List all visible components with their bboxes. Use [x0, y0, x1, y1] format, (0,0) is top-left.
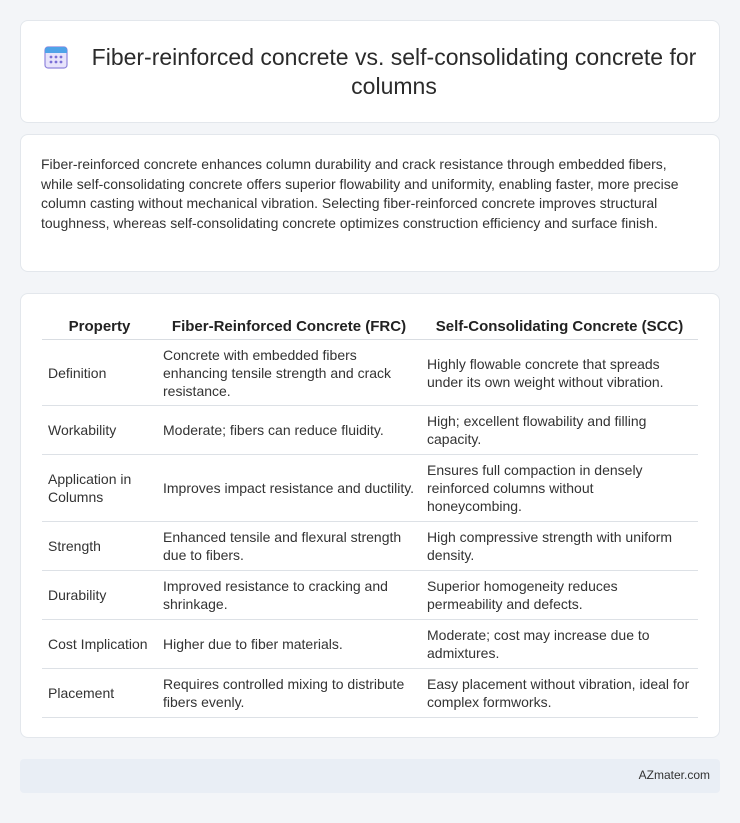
table-row — [42, 340, 698, 406]
comparison-table — [42, 316, 698, 718]
row-property: Workability — [42, 406, 157, 455]
comparison-table-card — [20, 293, 720, 738]
table-row — [42, 620, 698, 669]
row-property: Placement — [42, 669, 157, 718]
title-row — [21, 21, 719, 122]
row-scc: High; excellent flowability and filling capacity. — [421, 406, 698, 455]
row-scc: Highly flowable concrete that spreads under its own weight without vibration. — [421, 340, 698, 406]
row-frc: Moderate; fibers can reduce fluidity. — [157, 406, 421, 455]
header-frc: Fiber-Reinforced Concrete (FRC) — [157, 316, 421, 340]
calendar-icon — [41, 42, 71, 72]
table-row — [42, 406, 698, 455]
row-frc: Requires controlled mixing to distribute fibers evenly. — [157, 669, 421, 718]
row-property: Cost Implication — [42, 620, 157, 669]
table-row — [42, 669, 698, 718]
title-card — [20, 20, 720, 123]
header-scc: Self-Consolidating Concrete (SCC) — [421, 316, 698, 340]
table-row — [42, 522, 698, 571]
row-scc: Moderate; cost may increase due to admixtures. — [421, 620, 698, 669]
row-scc: Superior homogeneity reduces permeability and defects. — [421, 571, 698, 620]
row-property: Application in Columns — [42, 455, 157, 522]
table-row — [42, 455, 698, 522]
row-scc: Easy placement without vibration, ideal for complex formworks. — [421, 669, 698, 718]
footer-brand: AZmater.com — [638, 768, 710, 782]
row-scc: High compressive strength with uniform density. — [421, 522, 698, 571]
row-frc: Concrete with embedded fibers enhancing tensile strength and crack resistance. — [157, 340, 421, 406]
row-property: Durability — [42, 571, 157, 620]
row-frc: Improved resistance to cracking and shrinkage. — [157, 571, 421, 620]
row-property: Definition — [42, 340, 157, 406]
row-frc: Higher due to fiber materials. — [157, 620, 421, 669]
table-header-row — [42, 316, 698, 340]
footer-bar — [20, 759, 720, 793]
summary-text: Fiber-reinforced concrete enhances column durability and crack resistance through embedded fibers, while self-consolidating concrete offers superior flowability and uniformity, enabling faster, more precise column casting without mechanical vibration. Selecting fiber-reinforced concrete improves structural toughness, whereas self-consolidating concrete optimizes construction efficiency and surface finish. — [41, 156, 679, 231]
page-title: Fiber-reinforced concrete vs. self-consolidating concrete for columns — [91, 43, 697, 99]
table-row — [42, 571, 698, 620]
row-property: Strength — [42, 522, 157, 571]
row-frc: Enhanced tensile and flexural strength due to fibers. — [157, 522, 421, 571]
row-scc: Ensures full compaction in densely reinforced columns without honeycombing. — [421, 455, 698, 522]
row-frc: Improves impact resistance and ductility. — [157, 455, 421, 522]
summary-card — [20, 134, 720, 272]
header-property: Property — [42, 316, 157, 340]
